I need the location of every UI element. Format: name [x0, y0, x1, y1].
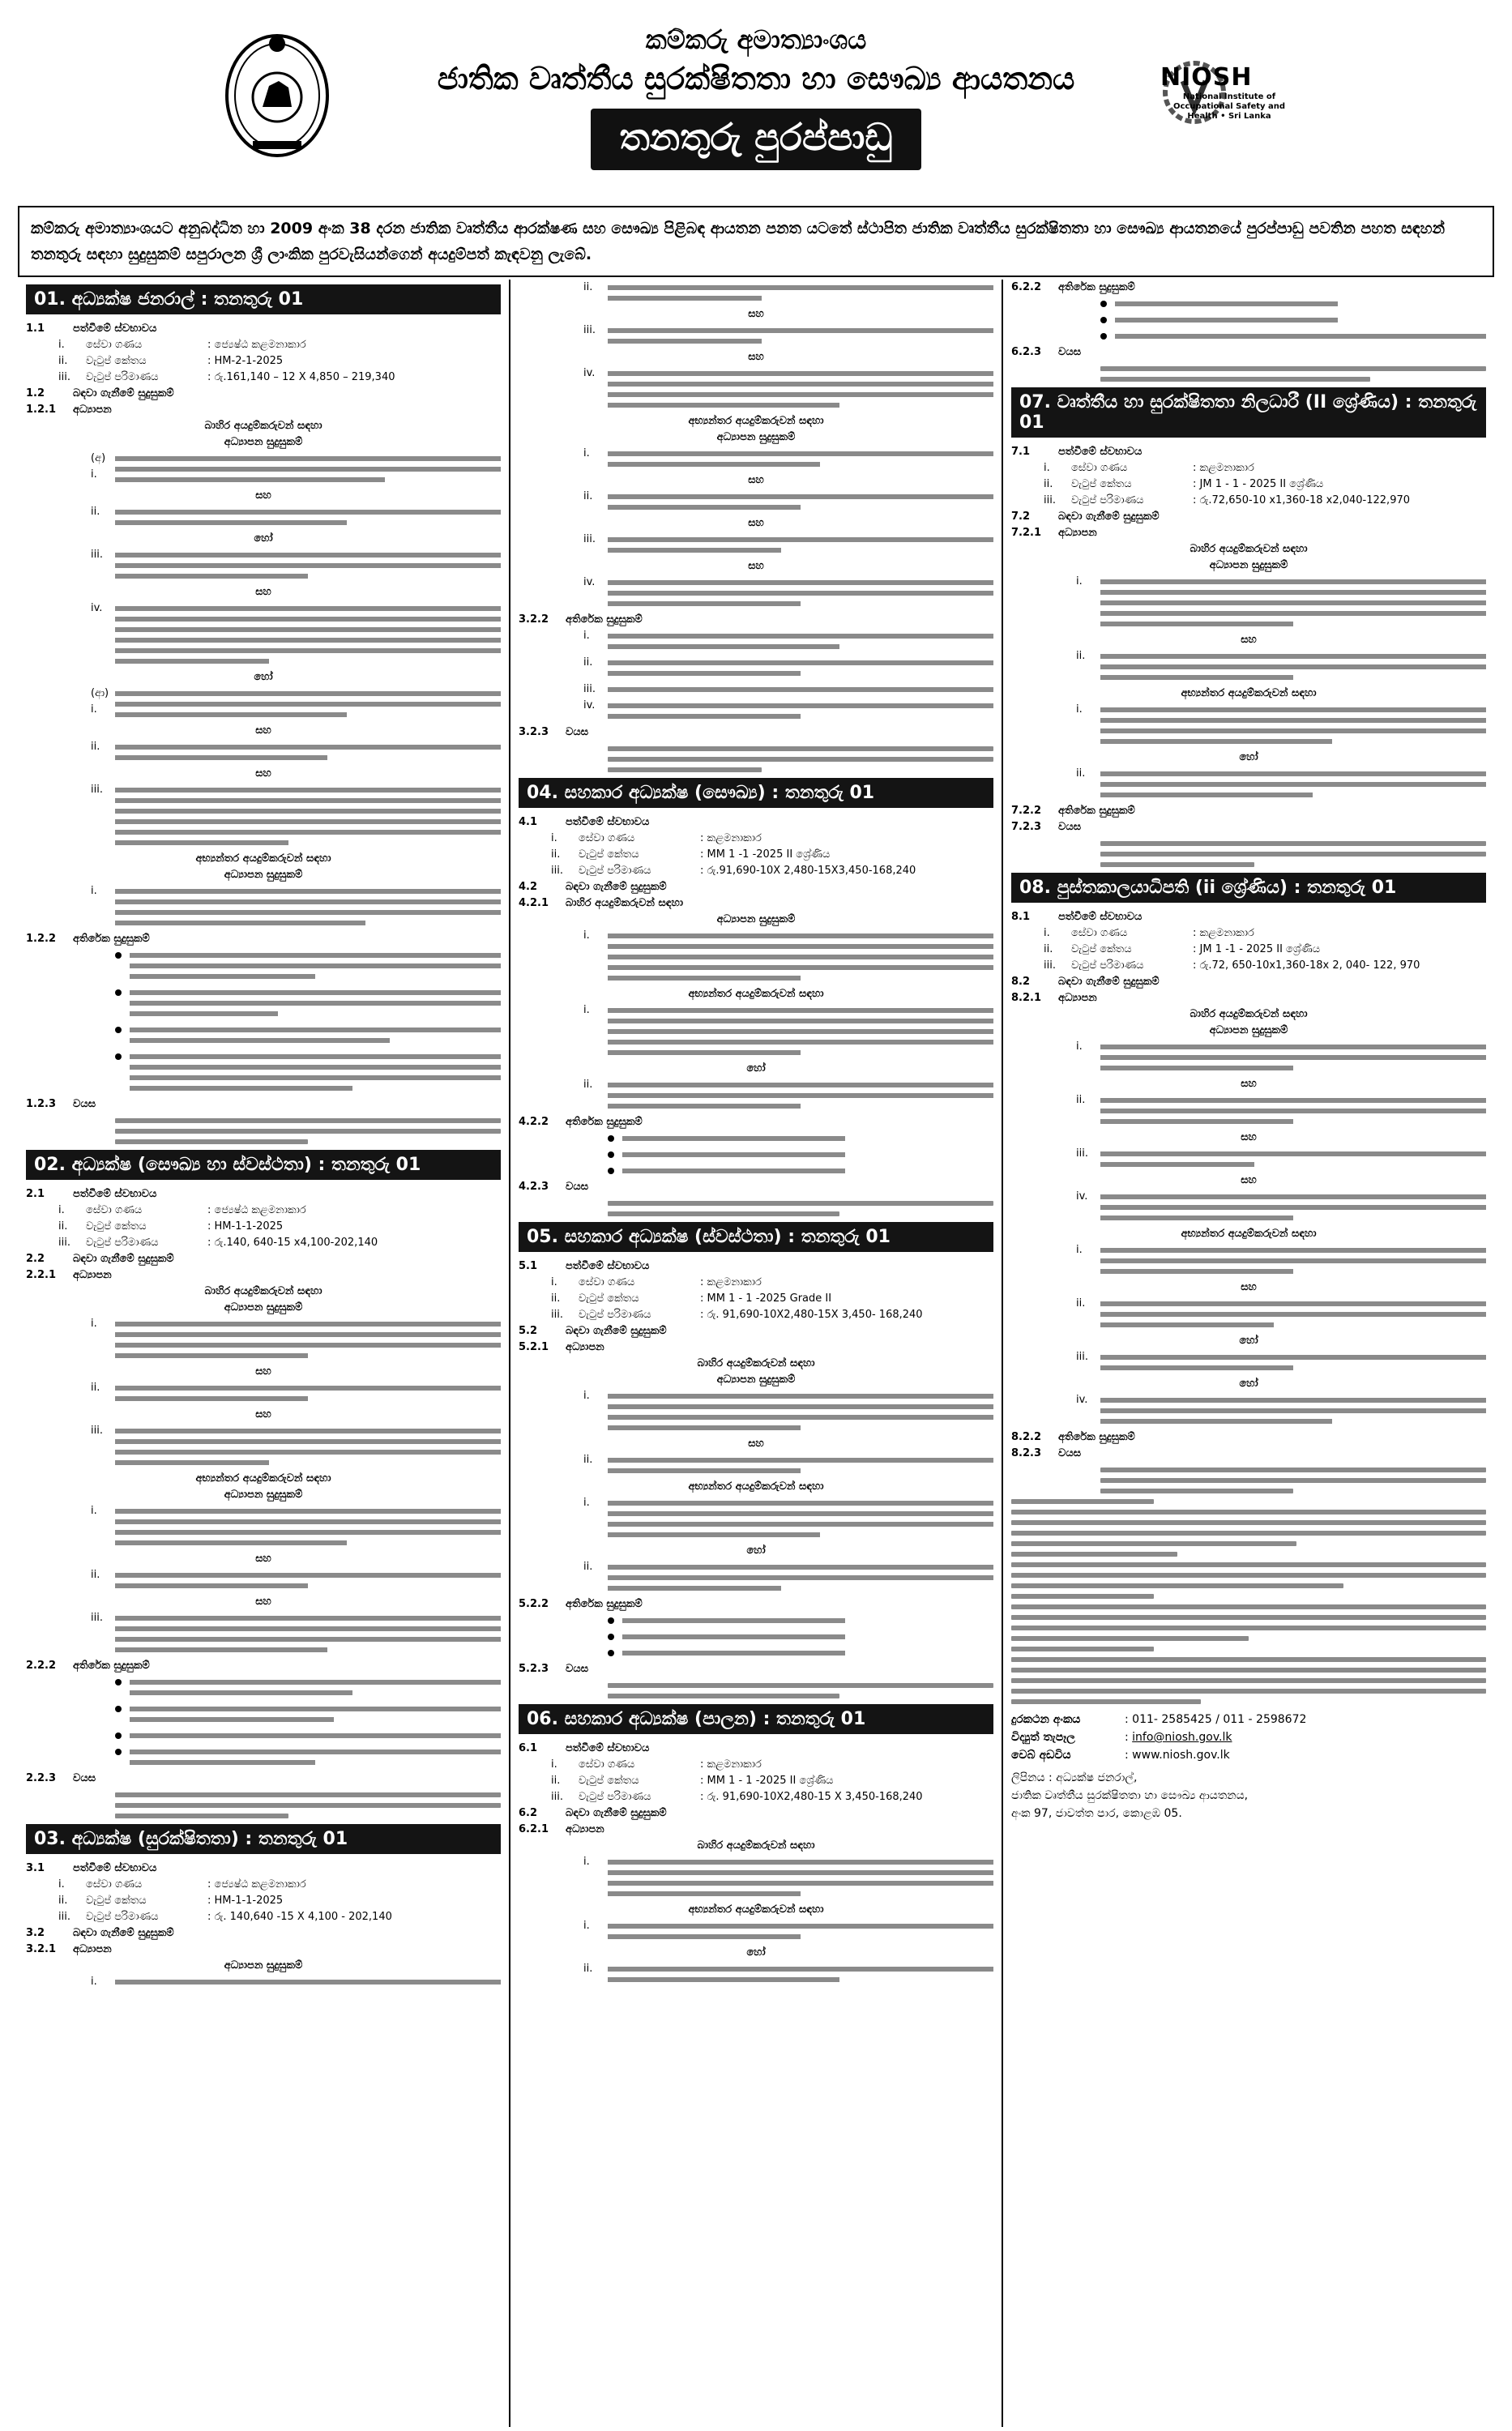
external-label: බාහිර අයදුම්කරුවන් සඳහා — [1190, 1008, 1308, 1020]
education-label: අධ්‍යාපන — [1058, 527, 1097, 539]
salary-code-label: වැටුප් කේතය — [579, 1775, 639, 1787]
salary-code-value: MM 1 - 1 -2025 Grade II — [707, 1292, 832, 1305]
job-details-label: පත්වීමේ ස්වභාවය — [73, 1862, 157, 1874]
and-label: සහ — [1241, 1131, 1257, 1143]
age-label: වයස — [1058, 346, 1082, 358]
internal-label: අභ්‍යන්තර අයදුම්කරුවන් සඳහා — [1181, 1228, 1317, 1240]
ministry-name: කම්කරු අමාත්‍යාංශය — [645, 24, 867, 55]
email-link[interactable]: info@niosh.gov.lk — [1132, 1731, 1232, 1744]
salary-scale-value: රු.91,690-10X 2,480-15X3,450-168,240 — [707, 865, 916, 877]
intro-paragraph: කම්කරු අමාත්‍යාංශයට අනුබද්ධිත හා 2009 අංක 38 දරන ජාතික වෘත්තීය ආරක්ෂණ සහ සෞඛ්‍ය පිළිබඳ ආයතන පනත යටතේ ස්ථාපිත ජාතික වෘත්තීය සුරක්ෂිතතා හා සෞඛ්‍ය ආයතනයේ පුරප්පාඩු පවතින පහත සඳහන් තනතුරු සඳහා සුදුසුකම් සපුරාලන ශ්‍රී ලාංකික පුරවැසියන්ගෙන් අයදුම්පත් කැඳවනු ලැබේ. — [18, 206, 1494, 277]
service-category-label: සේවා ගණය — [579, 1276, 635, 1288]
salary-scale-value: රු.72,650-10 x1,360-18 x2,040-122,970 — [1199, 494, 1411, 506]
edu-qual-label: අධ්‍යාපන සුදුසුකම් — [224, 1301, 303, 1314]
phone-value: 011- 2585425 / 011 - 2598672 — [1132, 1713, 1307, 1726]
or-label: හෝ — [1239, 751, 1258, 763]
service-category-value: කළමනාකාර — [707, 1758, 762, 1771]
external-label: බාහිර අයදුම්කරුවන් සඳහා — [697, 1839, 815, 1852]
age-label: වයස — [73, 1098, 96, 1110]
age-label: වයස — [566, 726, 589, 738]
service-category-value: කළමනාකාර — [707, 832, 762, 844]
extra-label: අතිරේක සුදුසුකම් — [566, 613, 643, 626]
or-label: හෝ — [1239, 1378, 1258, 1390]
qualifications-label: බඳවා ගැනීමේ සුදුසුකම් — [73, 387, 174, 399]
email-label: විද්‍යුත් තැපෑල — [1011, 1731, 1075, 1744]
education-label: අධ්‍යාපන — [1058, 992, 1097, 1004]
qualifications-label: බඳවා ගැනීමේ සුදුසුකම් — [1058, 511, 1160, 523]
job-details-label: පත්වීමේ ස්වභාවය — [566, 1260, 650, 1272]
internal-label: අභ්‍යන්තර අයදුම්කරුවන් සඳහා — [1181, 687, 1317, 699]
edu-qual-label: අධ්‍යාපන සුදුසුකම් — [224, 1959, 303, 1972]
salary-scale-value: රු.161,140 – 12 X 4,850 – 219,340 — [214, 371, 395, 383]
section-title-07: 07. වෘත්තීය හා සුරක්ෂිතතා නිලධාරී (II ශ්‍රේණිය) : තනතුරු 01 — [1011, 387, 1486, 438]
column-1: 01. අධ්‍යක්ෂ ජනරාල් : තනතුරු 01 1.1 පත්වීමේ ස්වභාවය i. සේවා ගණය : ජ්‍යෙෂ්ඨ කළමනාකාර ii. වැටුප් කේතය : HM-2-1-2025 iii. වැටුප් පරිමාණය : රු.161,140 – 12 X 4,850 – 219,340 1.2 බඳවා ගැනීමේ සුදුසුකම් 1.2.1 අධ්‍යාපන බාහිර අයදුම්කරුවන් සඳහා අධ්‍යාපන සුදුසුකම් (අ) i. සහ ii. හෝ iii. සහ iv. හෝ (ආ) i. සහ ii. සහ iii. අභ්‍යන්තර අයදුම්කරුවන් සඳහා අධ්‍යාපන සුදුසුකම් i. 1.2.2 අතිරේක සුදුසුකම් 1.2.3 වයස 02. අධ්‍යක්ෂ (සෞඛ්‍ය හා ස්වස්ථතා) : තනතුරු 01 2.1 පත්වීමේ ස්වභාවය i. සේවා ගණය : ජ්‍යෙෂ්ඨ කළමනාකාර ii. වැටුප් කේතය : HM-1-1-2025 iii. වැටුප් පරිමාණය : රු.140, 640-15 x4,100-202,140 2.2 බඳවා ගැනීමේ සුදුසුකම් 2.2.1 අධ්‍යාපන බාහිර අයදුම්කරුවන් සඳහා අධ්‍යාපන සුදුසුකම් i. සහ ii. සහ iii. අභ්‍යන්තර අයදුම්කරුවන් සඳහා අධ්‍යාපන සුදුසුකම් i. සහ ii. සහ iii. 2.2.2 අතිරේක සුදුසුකම් 2.2.3 වයස 03. අධ්‍යක්ෂ (සුරක්ෂිතතා) : තනතුරු 01 3.1 පත්වීමේ ස්වභාවය i. සේවා ගණය : ජ්‍යෙෂ්ඨ කළමනාකාර ii. වැටුප් කේතය : HM-1-1-2025 iii. වැටුප් පරිමාණය : රු. 140,640 -15 X 4,100 - 202,140 3.2 බඳවා ගැනීමේ සුදුසුකම් 3.2.1 අධ්‍යාපන අධ්‍යාපන සුදුසුකම් i. — [18, 280, 509, 2427]
job-details-label: පත්වීමේ ස්වභාවය — [1058, 911, 1143, 923]
and-label: සහ — [255, 767, 271, 780]
salary-code-label: වැටුප් කේතය — [1071, 478, 1132, 490]
sri-lanka-emblem-icon — [220, 29, 334, 159]
edu-qual-label: අධ්‍යාපන සුදුසුකම් — [224, 436, 303, 448]
and-label: සහ — [255, 724, 271, 737]
or-label: හෝ — [254, 671, 273, 683]
age-label: වයස — [566, 1663, 589, 1675]
internal-label: අභ්‍යන්තර අයදුම්කරුවන් සඳහා — [195, 1472, 331, 1485]
web-label: වෙබ් අඩවිය — [1011, 1749, 1071, 1762]
salary-scale-label: වැටුප් පරිමාණය — [579, 1791, 651, 1803]
education-label: අධ්‍යාපන — [566, 1341, 604, 1353]
salary-code-label: වැටුප් කේතය — [86, 355, 147, 367]
salary-code-value: HM-1-1-2025 — [214, 1220, 284, 1233]
edu-qual-label: අධ්‍යාපන සුදුසුකම් — [716, 431, 796, 443]
section-title-06: 06. සහකාර අධ්‍යක්ෂ (පාලන) : තනතුරු 01 — [519, 1704, 993, 1734]
section-title-08: 08. පුස්තකාලයාධිපති (ii ශ්‍රේණිය) : තනතුරු 01 — [1011, 873, 1486, 903]
column-3: 6.2.2 අතිරේක සුදුසුකම් 6.2.3 වයස 07. වෘත්තීය හා සුරක්ෂිතතා නිලධාරී (II ශ්‍රේණිය) : තනතුරු 01 7.1 පත්වීමේ ස්වභාවය i. සේවා ගණය : කළමනාකාර ii. වැටුප් කේතය : JM 1 - 1 - 2025 II ශ්‍රේණිය iii. වැටුප් පරිමාණය : රු.72,650-10 x1,360-18 x2,040-122,970 7.2 බඳවා ගැනීමේ සුදුසුකම් 7.2.1 අධ්‍යාපන බාහිර අයදුම්කරුවන් සඳහා අධ්‍යාපන සුදුසුකම් i. සහ ii. අභ්‍යන්තර අයදුම්කරුවන් සඳහා i. හෝ ii. 7.2.2 අතිරේක සුදුසුකම් 7.2.3 වයස 08. පුස්තකාලයාධිපති (ii ශ්‍රේණිය) : තනතුරු 01 8.1 පත්වීමේ ස්වභාවය i. සේවා ගණය : කළමනාකාර ii. වැටුප් කේතය : JM 1 -1 - 2025 II ශ්‍රේණිය iii. වැටුප් පරිමාණය : රු.72, 650-10x1,360-18x 2, 040- 122, 970 8.2 බඳවා ගැනීමේ සුදුසුකම් 8.2.1 අධ්‍යාපන බාහිර අයදුම්කරුවන් සඳහා අධ්‍යාපන සුදුසුකම් i. සහ ii. සහ iii. සහ iv. අභ්‍යන්තර අයදුම්කරුවන් සඳහා i. සහ ii. හෝ iii. හෝ iv. 8.2.2 අතිරේක සුදුසුකම් 8.2.3 වයස දුරකථන අංකය : 011- 2585425 / 011 - 2598672 විද්‍යුත් තැපෑල : info@niosh.gov.lk වෙබ් අඩවිය : www.niosh.gov.lk ලිපිනය : අධ්‍යක්ෂ ජනරාල්, ජාතික වෘත්තීය සුරක්ෂිතතා හා සෞඛ්‍ය ආයතනය, අංක 97, ජාවත්ත පාර, කොළඹ 05. — [1002, 280, 1494, 2427]
qualifications-label: බඳවා ගැනීමේ සුදුසුකම් — [73, 1253, 174, 1265]
salary-code-label: වැටුප් කේතය — [86, 1220, 147, 1233]
external-label: බාහිර අයදුම්කරුවන් සඳහා — [1190, 543, 1308, 555]
section-title-04: 04. සහකාර අධ්‍යක්ෂ (සෞඛ්‍ය) : තනතුරු 01 — [519, 778, 993, 808]
salary-code-label: වැටුප් කේතය — [86, 1895, 147, 1907]
education-label: අධ්‍යාපන — [566, 1823, 604, 1835]
section-title-01: 01. අධ්‍යක්ෂ ජනරාල් : තනතුරු 01 — [26, 284, 501, 314]
and-label: සහ — [748, 474, 764, 486]
service-category-label: සේවා ගණය — [1071, 462, 1128, 474]
service-category-label: සේවා ගණය — [86, 1204, 143, 1216]
job-details-label: පත්වීමේ ස්වභාවය — [566, 1742, 650, 1754]
and-label: සහ — [748, 517, 764, 529]
service-category-label: සේවා ගණය — [1071, 927, 1128, 939]
education-label: අධ්‍යාපන — [73, 404, 112, 416]
address-title: ලිපිනය : අධ්‍යක්ෂ ජනරාල්, — [1011, 1771, 1138, 1784]
niosh-logo — [1089, 57, 1300, 138]
service-category-value: ජ්‍යෙෂ්ඨ කළමනාකාර — [214, 1204, 306, 1216]
external-label: බාහිර අයදුම්කරුවන් සඳහා — [697, 1357, 815, 1369]
and-label: සහ — [255, 1365, 271, 1378]
edu-qual-label: අධ්‍යාපන සුදුසුකම් — [224, 869, 303, 881]
extra-label: අතිරේක සුදුසුකම් — [566, 1598, 643, 1610]
or-label: හෝ — [746, 1544, 766, 1557]
job-details-label: පත්වීමේ ස්වභාවය — [73, 323, 157, 335]
or-label: හෝ — [1239, 1335, 1258, 1347]
education-label: අධ්‍යාපන — [73, 1943, 112, 1955]
extra-label: අතිරේක සුදුසුකම් — [1058, 281, 1135, 293]
job-details-label: පත්වීමේ ස්වභාවය — [1058, 446, 1143, 458]
header — [18, 24, 1494, 186]
salary-code-value: JM 1 - 1 - 2025 II ශ්‍රේණිය — [1199, 478, 1324, 490]
service-category-label: සේවා ගණය — [579, 832, 635, 844]
qualifications-label: බඳවා ගැනීමේ සුදුසුකම් — [566, 1325, 667, 1337]
phone-label: දුරකථන අංකය — [1011, 1713, 1081, 1726]
niosh-subtitle: National Institute of Occupational Safety and Health • Sri Lanka — [1172, 92, 1286, 121]
internal-label: අභ්‍යන්තර අයදුම්කරුවන් සඳහා — [688, 1903, 824, 1916]
salary-scale-label: වැටුප් පරිමාණය — [1071, 959, 1144, 972]
edu-qual-label: අධ්‍යාපන සුදුසුකම් — [716, 1374, 796, 1386]
salary-code-value: MM 1 - 1 -2025 II ශ්‍රේණිය — [707, 1775, 834, 1787]
education-label: අධ්‍යාපන — [73, 1269, 112, 1281]
salary-code-value: MM 1 -1 -2025 II ශ්‍රේණිය — [707, 848, 831, 861]
salary-scale-label: වැටුප් පරිමාණය — [86, 1237, 159, 1249]
salary-scale-label: වැටුප් පරිමාණය — [86, 1911, 159, 1923]
and-label: සහ — [255, 586, 271, 598]
salary-scale-label: වැටුප් පරිමාණය — [579, 865, 651, 877]
and-label: සහ — [255, 1553, 271, 1565]
salary-code-label: වැටුප් කේතය — [579, 1292, 639, 1305]
and-label: සහ — [255, 1596, 271, 1608]
section-title-02: 02. අධ්‍යක්ෂ (සෞඛ්‍ය හා ස්වස්ථතා) : තනතුරු 01 — [26, 1150, 501, 1180]
external-label: බාහිර අයදුම්කරුවන් සඳහා — [204, 420, 322, 432]
age-label: වයස — [1058, 821, 1082, 833]
and-label: සහ — [1241, 634, 1257, 646]
salary-scale-label: වැටුප් පරිමාණය — [1071, 494, 1144, 506]
internal-label: අභ්‍යන්තර අයදුම්කරුවන් සඳහා — [688, 415, 824, 427]
extra-label: අතිරේක සුදුසුකම් — [566, 1116, 643, 1128]
and-label: සහ — [1241, 1174, 1257, 1186]
and-label: සහ — [255, 1408, 271, 1421]
contact-block: දුරකථන අංකය : 011- 2585425 / 011 - 2598672 විද්‍යුත් තැපෑල : info@niosh.gov.lk වෙබ් අඩවිය : www.niosh.gov.lk — [1011, 1711, 1486, 1764]
edu-qual-label: අධ්‍යාපන සුදුසුකම් — [224, 1489, 303, 1501]
edu-qual-label: අධ්‍යාපන සුදුසුකම් — [1209, 1024, 1288, 1036]
service-category-label: සේවා ගණය — [86, 1878, 143, 1891]
internal-label: අභ්‍යන්තර අයදුම්කරුවන් සඳහා — [688, 1480, 824, 1493]
niosh-wordmark: NIOSH — [1160, 63, 1253, 92]
service-category-value: කළමනාකාර — [1199, 927, 1254, 939]
qualifications-label: බඳවා ගැනීමේ සුදුසුකම් — [73, 1927, 174, 1939]
service-category-value: ජ්‍යෙෂ්ඨ කළමනාකාර — [214, 1878, 306, 1891]
age-label: වයස — [73, 1772, 96, 1784]
age-label: වයස — [1058, 1447, 1082, 1459]
or-label: හෝ — [746, 1062, 766, 1075]
qualifications-label: බඳවා ගැනීමේ සුදුසුකම් — [566, 1807, 667, 1819]
columns — [18, 280, 1494, 2427]
job-details-label: පත්වීමේ ස්වභාවය — [566, 816, 650, 828]
or-label: හෝ — [254, 532, 273, 545]
salary-code-value: HM-2-1-2025 — [214, 355, 284, 367]
extra-label: අතිරේක සුදුසුකම් — [1058, 805, 1135, 817]
extra-label: අතිරේක සුදුසුකම් — [73, 1660, 150, 1672]
salary-scale-value: රු. 140,640 -15 X 4,100 - 202,140 — [214, 1911, 392, 1923]
and-label: සහ — [748, 560, 764, 572]
salary-scale-value: රු.72, 650-10x1,360-18x 2, 040- 122, 970 — [1199, 959, 1420, 972]
salary-code-label: වැටුප් කේතය — [579, 848, 639, 861]
salary-code-label: වැටුප් කේතය — [1071, 943, 1132, 955]
service-category-value: ජ්‍යෙෂ්ඨ කළමනාකාර — [214, 339, 306, 351]
service-category-label: සේවා ගණය — [579, 1758, 635, 1771]
service-category-label: සේවා ගණය — [86, 339, 143, 351]
address-block — [1011, 1769, 1486, 1822]
and-label: සහ — [255, 489, 271, 502]
section-title-05: 05. සහකාර අධ්‍යක්ෂ (ස්වස්ථතා) : තනතුරු 01 — [519, 1222, 993, 1252]
extra-label: අතිරේක සුදුසුකම් — [1058, 1431, 1135, 1443]
or-label: හෝ — [746, 1946, 766, 1959]
salary-scale-label: වැටුප් පරිමාණය — [86, 371, 159, 383]
address-line-2: අංක 97, ජාවත්ත පාර, කොළඹ 05. — [1011, 1807, 1182, 1820]
qualifications-label: බඳවා ගැනීමේ සුදුසුකම් — [566, 881, 667, 893]
address-line-1: ජාතික වෘත්තීය සුරක්ෂිතතා හා සෞඛ්‍ය ආයතනය, — [1011, 1789, 1249, 1802]
extra-label: අතිරේක සුදුසුකම් — [73, 933, 150, 945]
institute-name: ජාතික වෘත්තීය සුරක්ෂිතතා හා සෞඛ්‍ය ආයතනය — [437, 61, 1075, 96]
service-category-value: කළමනාකාර — [1199, 462, 1254, 474]
salary-scale-value: රු. 91,690-10X2,480-15 X 3,450-168,240 — [707, 1791, 923, 1803]
salary-scale-value: රු. 91,690-10X2,480-15X 3,450- 168,240 — [707, 1309, 923, 1321]
and-label: සහ — [1241, 1078, 1257, 1090]
and-label: සහ — [748, 351, 764, 363]
web-link[interactable]: www.niosh.gov.lk — [1132, 1749, 1230, 1762]
internal-label: අභ්‍යන්තර අයදුම්කරුවන් සඳහා — [195, 852, 331, 865]
salary-code-value: HM-1-1-2025 — [214, 1895, 284, 1907]
salary-scale-value: රු.140, 640-15 x4,100-202,140 — [214, 1237, 378, 1249]
age-label: වයස — [566, 1181, 589, 1193]
internal-label: අභ්‍යන්තර අයදුම්කරුවන් සඳහා — [688, 988, 824, 1000]
vacancies-banner: තනතුරු පුරප්පාඩු — [591, 109, 922, 170]
salary-scale-label: වැටුප් පරිමාණය — [579, 1309, 651, 1321]
and-label: සහ — [748, 1438, 764, 1450]
and-label: සහ — [1241, 1281, 1257, 1293]
salary-code-value: JM 1 -1 - 2025 II ශ්‍රේණිය — [1199, 943, 1321, 955]
edu-qual-label: අධ්‍යාපන සුදුසුකම් — [716, 913, 796, 925]
job-details-label: පත්වීමේ ස්වභාවය — [73, 1188, 157, 1200]
qualifications-label: බඳවා ගැනීමේ සුදුසුකම් — [1058, 976, 1160, 988]
service-category-value: කළමනාකාර — [707, 1276, 762, 1288]
edu-qual-label: අධ්‍යාපන සුදුසුකම් — [1209, 559, 1288, 571]
section-title-03: 03. අධ්‍යක්ෂ (සුරක්ෂිතතා) : තනතුරු 01 — [26, 1824, 501, 1854]
external-label: බාහිර අයදුම්කරුවන් සඳහා — [204, 1285, 322, 1297]
external-label: බාහිර අයදුම්කරුවන් සඳහා — [566, 897, 683, 909]
and-label: සහ — [748, 308, 764, 320]
column-2: ii. සහ iii. සහ iv. අභ්‍යන්තර අයදුම්කරුවන් සඳහා අධ්‍යාපන සුදුසුකම් i. සහ ii. සහ iii. සහ iv. 3.2.2 අතිරේක සුදුසුකම් i. ii. iii. iv. 3.2.3 වයස 04. සහකාර අධ්‍යක්ෂ (සෞඛ්‍ය) : තනතුරු 01 4.1 පත්වීමේ ස්වභාවය i. සේවා ගණය : කළමනාකාර ii. වැටුප් කේතය : MM 1 -1 -2025 II ශ්‍රේණිය iii. වැටුප් පරිමාණය : රු.91,690-10X 2,480-15X3,450-168,240 4.2 බඳවා ගැනීමේ සුදුසුකම් 4.2.1 බාහිර අයදුම්කරුවන් සඳහා අධ්‍යාපන සුදුසුකම් i. අභ්‍යන්තර අයදුම්කරුවන් සඳහා i. හෝ ii. 4.2.2 අතිරේක සුදුසුකම් 4.2.3 වයස 05. සහකාර අධ්‍යක්ෂ (ස්වස්ථතා) : තනතුරු 01 5.1 පත්වීමේ ස්වභාවය i. සේවා ගණය : කළමනාකාර ii. වැටුප් කේතය : MM 1 - 1 -2025 Grade II iii. වැටුප් පරිමාණය : රු. 91,690-10X2,480-15X 3,450- 168,240 5.2 බඳවා ගැනීමේ සුදුසුකම් 5.2.1 අධ්‍යාපන බාහිර අයදුම්කරුවන් සඳහා අධ්‍යාපන සුදුසුකම් i. සහ ii. අභ්‍යන්තර අයදුම්කරුවන් සඳහා i. හෝ ii. 5.2.2 අතිරේක සුදුසුකම් 5.2.3 වයස 06. සහකාර අධ්‍යක්ෂ (පාලන) : තනතුරු 01 6.1 පත්වීමේ ස්වභාවය i. සේවා ගණය : කළමනාකාර ii. වැටුප් කේතය : MM 1 - 1 -2025 II ශ්‍රේණිය iii. වැටුප් පරිමාණය : රු. 91,690-10X2,480-15 X 3,450-168,240 6.2 බඳවා ගැනීමේ සුදුසුකම් 6.2.1 අධ්‍යාපන බාහිර අයදුම්කරුවන් සඳහා i. අභ්‍යන්තර අයදුම්කරුවන් සඳහා i. හෝ ii. — [509, 280, 1002, 2427]
